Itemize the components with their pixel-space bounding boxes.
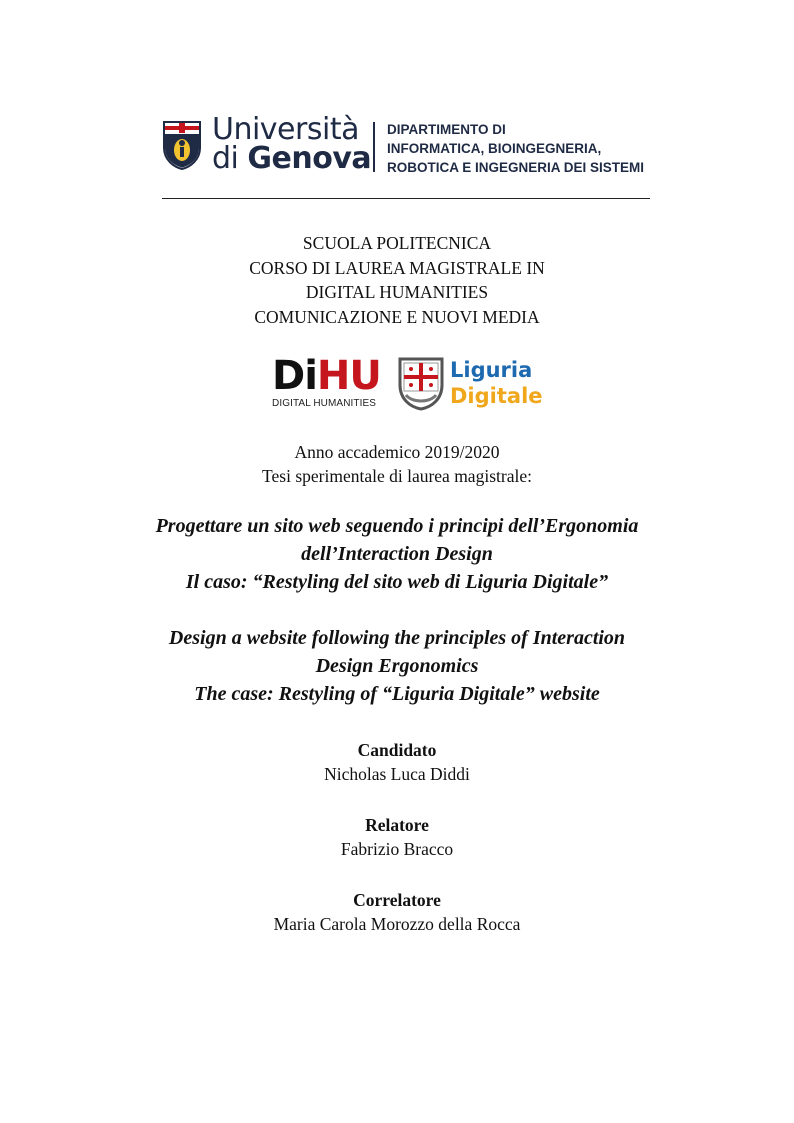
liguria-digitale-wordmark: Liguria Digitale xyxy=(450,358,543,408)
coadvisor-label: Correlatore xyxy=(353,890,441,910)
thesis-type: Tesi sperimentale di laurea magistrale: xyxy=(262,466,532,486)
candidate-label: Candidato xyxy=(357,740,437,760)
candidate-name: Nicholas Luca Diddi xyxy=(324,764,470,784)
people-block xyxy=(0,738,794,936)
academic-year-block xyxy=(0,440,794,488)
title-it-line2: dell’Interaction Design xyxy=(301,543,493,565)
title-en-line2: Design Ergonomics xyxy=(315,655,479,677)
advisor-label: Relatore xyxy=(365,815,429,835)
thesis-titles xyxy=(0,512,794,708)
dihu-wordmark: DiHU xyxy=(272,353,381,399)
advisor-name: Fabrizio Bracco xyxy=(340,839,454,859)
university-line1: Università xyxy=(212,112,359,147)
university-line2: di Genova xyxy=(212,141,372,176)
header-rule xyxy=(162,198,650,199)
university-wordmark xyxy=(212,112,372,176)
title-gap xyxy=(0,596,794,624)
title-it-line3: Il caso: “Restyling del sito web di Liguria Digitale” xyxy=(185,571,609,593)
header-divider xyxy=(373,122,375,172)
dihu-logo xyxy=(272,353,382,410)
department-name: DIPARTIMENTO DI INFORMATICA, BIOINGEGNERIA, ROBOTICA E INGEGNERIA DEI SISTEMI xyxy=(387,122,645,175)
liguria-digitale-emblem-icon xyxy=(398,355,444,411)
title-en-line1: Design a website following the principles of Interaction xyxy=(168,627,626,649)
title-it-line1: Progettare un sito web seguendo i principi dell’Ergonomia xyxy=(155,515,639,537)
school-info: SCUOLA POLITECNICA CORSO DI LAUREA MAGISTRALE IN DIGITAL HUMANITIES COMUNICAZIONE E NUOVI MEDIA xyxy=(249,233,545,327)
university-shield-icon xyxy=(162,120,202,170)
academic-year: Anno accademico 2019/2020 xyxy=(294,442,500,462)
coadvisor-name: Maria Carola Morozzo della Rocca xyxy=(273,914,521,934)
university-header xyxy=(160,112,652,178)
dihu-subtitle: DIGITAL HUMANITIES xyxy=(272,398,377,409)
title-en-line3: The case: Restyling of “Liguria Digitale” website xyxy=(194,683,600,705)
